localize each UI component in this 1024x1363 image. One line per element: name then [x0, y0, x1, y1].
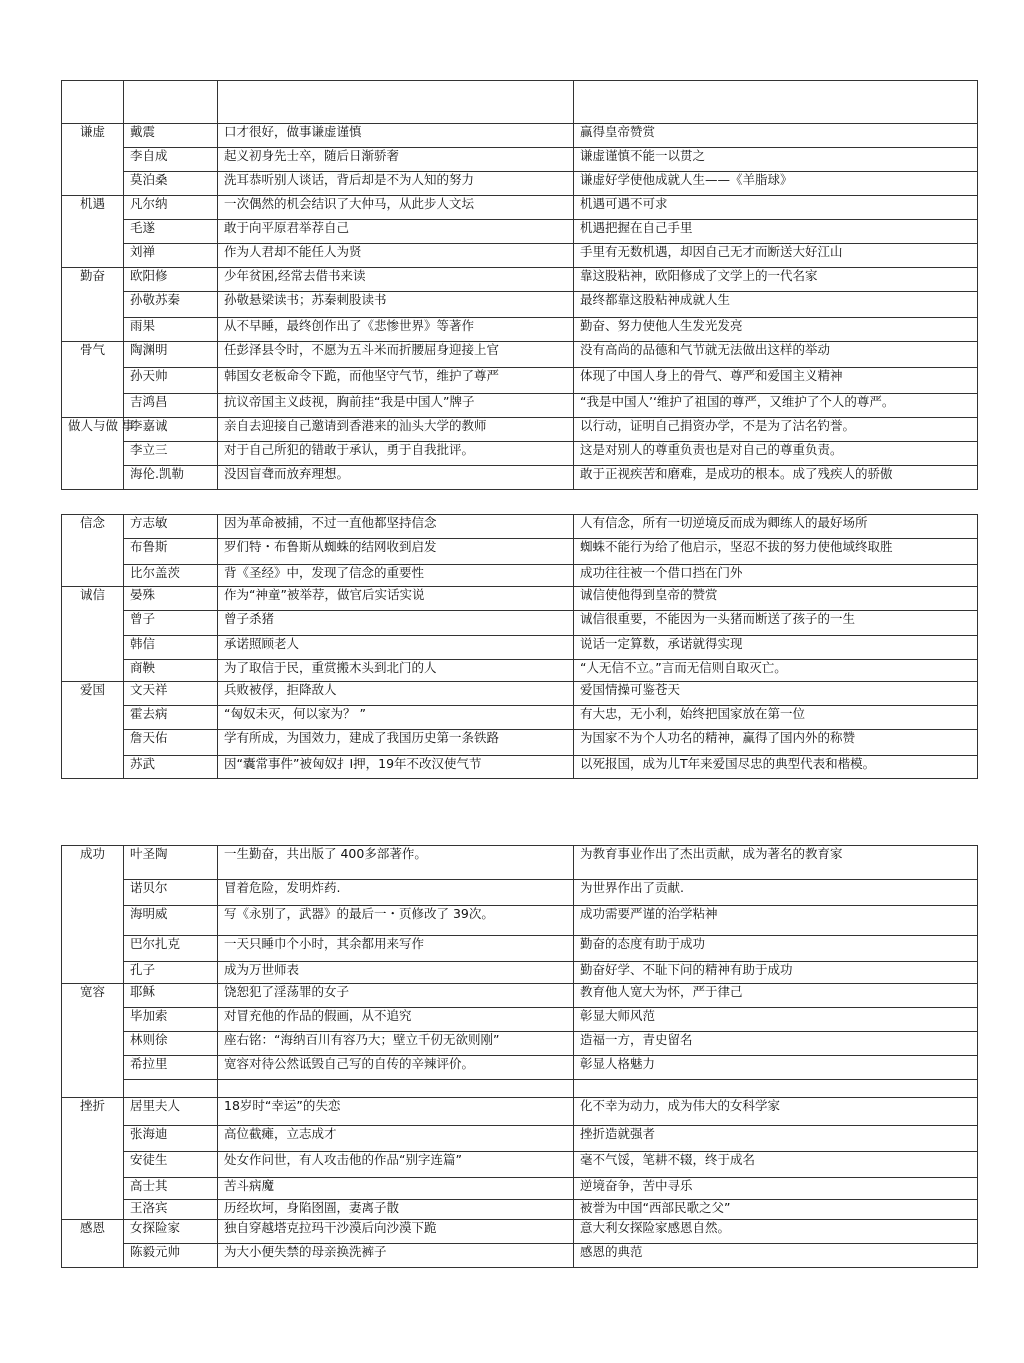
deed-cell: 承诺照顾老人 [218, 636, 574, 660]
deed-cell: 历经坎坷，身陷囹圄，妻离子散 [218, 1200, 574, 1220]
deed-cell: 孙敬悬梁读书；苏秦刺股读书 [218, 292, 574, 318]
person-cell: 李自成 [124, 148, 218, 172]
category-cell: 做人与做 事 [62, 418, 124, 490]
table-row [62, 636, 978, 660]
person-cell: 孙敬苏秦 [124, 292, 218, 318]
blank-header-cell [218, 81, 574, 124]
table-row [62, 196, 978, 220]
person-cell: 陈毅元帅 [124, 1244, 218, 1268]
meaning-cell: 有大忠，无小利，始终把国家放在第一位 [574, 706, 978, 730]
meaning-cell: 诚信很重要，不能因为一头猪而断送了孩子的一生 [574, 611, 978, 636]
deed-cell: 没因盲聋而放弃理想。 [218, 466, 574, 490]
person-cell: 林则徐 [124, 1032, 218, 1056]
table-row [62, 515, 978, 539]
table-row [62, 906, 978, 936]
deed-cell: 作为“神童”被举荐，做官后实话实说 [218, 587, 574, 611]
meaning-cell: 感恩的典范 [574, 1244, 978, 1268]
person-cell: 毛遂 [124, 220, 218, 244]
person-cell: 晏殊 [124, 587, 218, 611]
meaning-cell: 勤奋、努力使他人生发光发亮 [574, 318, 978, 342]
person-cell: 王洛宾 [124, 1200, 218, 1220]
deed-cell: 成为万世师表 [218, 962, 574, 984]
table-row [62, 587, 978, 611]
deed-cell: 为大小便失禁的母亲换洗裤子 [218, 1244, 574, 1268]
deed-cell: 任彭泽县令时，不愿为五斗米而折腰屈身迎接上官 [218, 342, 574, 368]
table-row [62, 394, 978, 418]
table-row [62, 565, 978, 587]
table-row [62, 466, 978, 490]
table-part-3 [61, 845, 978, 1268]
table-row [62, 1152, 978, 1178]
table-row [62, 368, 978, 394]
meaning-cell: 靠这股粘神，欧阳修成了文学上的一代名家 [574, 268, 978, 292]
blank-header-row [62, 81, 978, 124]
deed-cell: 写《永别了，武器》的最后一・页修改了 39次。 [218, 906, 574, 936]
deed-cell: 18岁时“幸运”的失恋 [218, 1098, 574, 1126]
table-row [62, 244, 978, 268]
meaning-cell: 机遇把握在自己手里 [574, 220, 978, 244]
person-cell: 张海迪 [124, 1126, 218, 1152]
deed-cell: 曾子杀猪 [218, 611, 574, 636]
table-row [62, 1220, 978, 1244]
table-row [62, 342, 978, 368]
person-cell: 希拉里 [124, 1056, 218, 1080]
deed-cell: 学有所成，为国效力，建成了我国历史第一条铁路 [218, 730, 574, 756]
meaning-cell: 勤奋好学、不耻下问的精神有助于成功 [574, 962, 978, 984]
table-row [62, 880, 978, 906]
person-cell: 比尔盖茨 [124, 565, 218, 587]
deed-cell: 宽容对待公然诋毁自己写的自传的辛辣评价。 [218, 1056, 574, 1080]
person-cell: 霍去病 [124, 706, 218, 730]
category-cell: 机遇 [62, 196, 124, 268]
person-cell: 苏武 [124, 756, 218, 779]
meaning-cell: 手里有无数机遇，却因自己无才而断送大好江山 [574, 244, 978, 268]
person-cell: 孔子 [124, 962, 218, 984]
table-row [62, 442, 978, 466]
deed-cell: 独自穿越塔克拉玛干沙漠后向沙漠下跪 [218, 1220, 574, 1244]
table-row [62, 1200, 978, 1220]
meaning-cell: 诚信使他得到皇帝的赞赏 [574, 587, 978, 611]
table-row [62, 1244, 978, 1268]
category-cell: 信念 [62, 515, 124, 587]
meaning-cell: 爱国情操可鉴苍天 [574, 682, 978, 706]
meaning-cell: 赢得皇帝赞赏 [574, 124, 978, 148]
deed-cell: 罗们特・布鲁斯从蜘蛛的结网收到启发 [218, 539, 574, 565]
meaning-cell: 机遇可遇不可求 [574, 196, 978, 220]
person-cell: 毕加索 [124, 1008, 218, 1032]
person-cell: 凡尔纳 [124, 196, 218, 220]
deed-cell: 座右铭：“海纳百川有容乃大；壁立千仞无欲则刚” [218, 1032, 574, 1056]
meaning-cell: 为国家不为个人功名的精神，赢得了国内外的称赞 [574, 730, 978, 756]
person-cell: 居里夫人 [124, 1098, 218, 1126]
meaning-cell: 勤奋的态度有助于成功 [574, 936, 978, 962]
meaning-cell: 为世界作出了贡献. [574, 880, 978, 906]
deed-cell: 兵败被俘，拒降敌人 [218, 682, 574, 706]
table-row [62, 984, 978, 1008]
deed-cell: 对于自己所犯的错敢于承认，勇于自我批评。 [218, 442, 574, 466]
deed-cell: 亲自去迎接自己邀请到香港来的汕头大学的教师 [218, 418, 574, 442]
table-row [62, 418, 978, 442]
meaning-cell: 说话一定算数，承诺就得实现 [574, 636, 978, 660]
deed-cell: 洗耳恭听别人谈话，背后却是不为人知的努力 [218, 172, 574, 196]
meaning-cell: 以行动，证明自己捐资办学，不是为了沽名钓誉。 [574, 418, 978, 442]
deed-cell: 对冒充他的作品的假画，从不追究 [218, 1008, 574, 1032]
meaning-cell: 挫折造就强者 [574, 1126, 978, 1152]
meaning-cell: 体现了中国人身上的骨气、尊严和爱国主义精神 [574, 368, 978, 394]
table-row [62, 706, 978, 730]
table-row [62, 756, 978, 779]
deed-cell: 处女作问世，有人攻击他的作品“别字连篇” [218, 1152, 574, 1178]
person-cell: 方志敏 [124, 515, 218, 539]
blank-header-cell [574, 81, 978, 124]
person-cell: 耶稣 [124, 984, 218, 1008]
meaning-cell: 成功往往被一个借口挡在门外 [574, 565, 978, 587]
deed-cell: 冒着危险，发明炸药. [218, 880, 574, 906]
meaning-cell: “人无信不立。”言而无信则自取灭亡。 [574, 660, 978, 682]
meaning-cell: 没有高尚的品德和气节就无法做出这样的举动 [574, 342, 978, 368]
category-cell: 谦虚 [62, 124, 124, 196]
person-cell: 商鞅 [124, 660, 218, 682]
person-cell: 戴震 [124, 124, 218, 148]
meaning-cell: 最终都靠这股粘神成就人生 [574, 292, 978, 318]
deed-cell: 因“囊常事件”被匈奴扌I押，19年不改汉使气节 [218, 756, 574, 779]
deed-cell: 一生勤奋，共出版了 400多部著作。 [218, 846, 574, 880]
table-row [62, 124, 978, 148]
meaning-cell: 人有信念，所有一切逆境反而成为卿练人的最好场所 [574, 515, 978, 539]
meaning-cell: “我是中国人’‘维护了祖国的尊严，又维护了个人的尊严。 [574, 394, 978, 418]
person-cell: 詹天佑 [124, 730, 218, 756]
blank-header-cell [62, 81, 124, 124]
deed-cell: 背《圣经》中，发现了信念的重要性 [218, 565, 574, 587]
deed-cell: 苦斗病魔 [218, 1178, 574, 1200]
deed-cell: 为了取信于民，重赏搬木头到北门的人 [218, 660, 574, 682]
category-cell: 感恩 [62, 1220, 124, 1268]
table-row [62, 1178, 978, 1200]
deed-cell: 抗议帝国主义歧视，胸前挂“我是中国人”牌子 [218, 394, 574, 418]
category-cell: 诚信 [62, 587, 124, 682]
deed-cell: 从不早睡，最终创作出了《悲惨世界》等著作 [218, 318, 574, 342]
deed-cell: 一次偶然的机会结识了大仲马，从此步人文坛 [218, 196, 574, 220]
meaning-cell: 蜘蛛不能行为给了他启示，坚忍不拔的努力使他域终取胜 [574, 539, 978, 565]
meaning-cell: 被誉为中国“西部民歌之父” [574, 1200, 978, 1220]
deed-cell: 高位截瘫，立志成才 [218, 1126, 574, 1152]
table-row [62, 730, 978, 756]
person-cell: 李立三 [124, 442, 218, 466]
deed-cell: 一天只睡巾个小时，其余都用来写作 [218, 936, 574, 962]
meaning-cell: 造福一方，青史留名 [574, 1032, 978, 1056]
deed-cell: 口才很好，做事谦虚谨慎 [218, 124, 574, 148]
meaning-cell: 这是对别人的尊重负责也是对自己的尊重负责。 [574, 442, 978, 466]
meaning-cell: 教育他人宽大为怀，严于律己 [574, 984, 978, 1008]
table-row [62, 268, 978, 292]
person-cell: 刘禅 [124, 244, 218, 268]
deed-cell: “匈奴未灭，何以家为？ ” [218, 706, 574, 730]
blank-header-cell [124, 81, 218, 124]
table-part-1 [61, 80, 978, 490]
deed-cell: 敢于向平原君举荐自己 [218, 220, 574, 244]
deed-cell: 因为革命被捕，不过一直他都坚持信念 [218, 515, 574, 539]
deed-cell: 起义初身先士卒，随后日渐骄奢 [218, 148, 574, 172]
table-row [62, 611, 978, 636]
deed-cell: 韩国女老板命令下跪，而他坚守气节，维护了尊严 [218, 368, 574, 394]
table-row [62, 292, 978, 318]
deed-cell: 少年贫困,经常去借书来读 [218, 268, 574, 292]
person-cell: 曾子 [124, 611, 218, 636]
category-cell: 勤奋 [62, 268, 124, 342]
person-cell: 李嘉诚 [124, 418, 218, 442]
table-row [62, 660, 978, 682]
person-cell [124, 1080, 218, 1098]
table-row [62, 1056, 978, 1080]
meaning-cell: 成功需要严谨的治学粘神 [574, 906, 978, 936]
meaning-cell: 敢于正视疾苦和磨难，是成功的根本。成了残疾人的骄傲 [574, 466, 978, 490]
table-part-2 [61, 514, 978, 779]
category-cell: 宽容 [62, 984, 124, 1098]
person-cell: 欧阳修 [124, 268, 218, 292]
person-cell: 巴尔扎克 [124, 936, 218, 962]
person-cell: 海明威 [124, 906, 218, 936]
table-row [62, 1032, 978, 1056]
table-row [62, 1080, 978, 1098]
person-cell: 女探险家 [124, 1220, 218, 1244]
meaning-cell: 谦虚谨慎不能一以贯之 [574, 148, 978, 172]
person-cell: 安徒生 [124, 1152, 218, 1178]
meaning-cell [574, 1080, 978, 1098]
person-cell: 诺贝尔 [124, 880, 218, 906]
meaning-cell: 意大利女探险家感恩自然。 [574, 1220, 978, 1244]
meaning-cell: 彰显大师风范 [574, 1008, 978, 1032]
table-row [62, 1126, 978, 1152]
person-cell: 莫泊桑 [124, 172, 218, 196]
deed-cell [218, 1080, 574, 1098]
category-cell: 挫折 [62, 1098, 124, 1220]
table-row [62, 1008, 978, 1032]
meaning-cell: 为教育事业作出了杰出贡献，成为著名的教育家 [574, 846, 978, 880]
table-row [62, 539, 978, 565]
meaning-cell: 以死报国，成为儿T年来爱国尽忠的典型代表和楷模。 [574, 756, 978, 779]
person-cell: 吉鸿昌 [124, 394, 218, 418]
person-cell: 孙天帅 [124, 368, 218, 394]
person-cell: 高士其 [124, 1178, 218, 1200]
meaning-cell: 化不幸为动力，成为伟大的女科学家 [574, 1098, 978, 1126]
person-cell: 布鲁斯 [124, 539, 218, 565]
person-cell: 叶圣陶 [124, 846, 218, 880]
deed-cell: 作为人君却不能任人为贤 [218, 244, 574, 268]
table-row [62, 962, 978, 984]
person-cell: 韩信 [124, 636, 218, 660]
category-cell: 成功 [62, 846, 124, 984]
person-cell: 雨果 [124, 318, 218, 342]
table-row [62, 682, 978, 706]
deed-cell: 饶恕犯了淫荡罪的女子 [218, 984, 574, 1008]
table-row [62, 220, 978, 244]
table-row [62, 148, 978, 172]
meaning-cell: 谦虚好学使他成就人生——《羊脂球》 [574, 172, 978, 196]
table-row [62, 1098, 978, 1126]
person-cell: 文天祥 [124, 682, 218, 706]
category-cell: 爱国 [62, 682, 124, 779]
table-row [62, 846, 978, 880]
person-cell: 陶渊明 [124, 342, 218, 368]
meaning-cell: 毫不气馁，笔耕不辍，终于成名 [574, 1152, 978, 1178]
category-cell: 骨气 [62, 342, 124, 418]
person-cell: 海伦.凯勒 [124, 466, 218, 490]
table-row [62, 936, 978, 962]
table-row [62, 318, 978, 342]
table-row [62, 172, 978, 196]
meaning-cell: 逆境奋争，苦中寻乐 [574, 1178, 978, 1200]
meaning-cell: 彰显人格魅力 [574, 1056, 978, 1080]
